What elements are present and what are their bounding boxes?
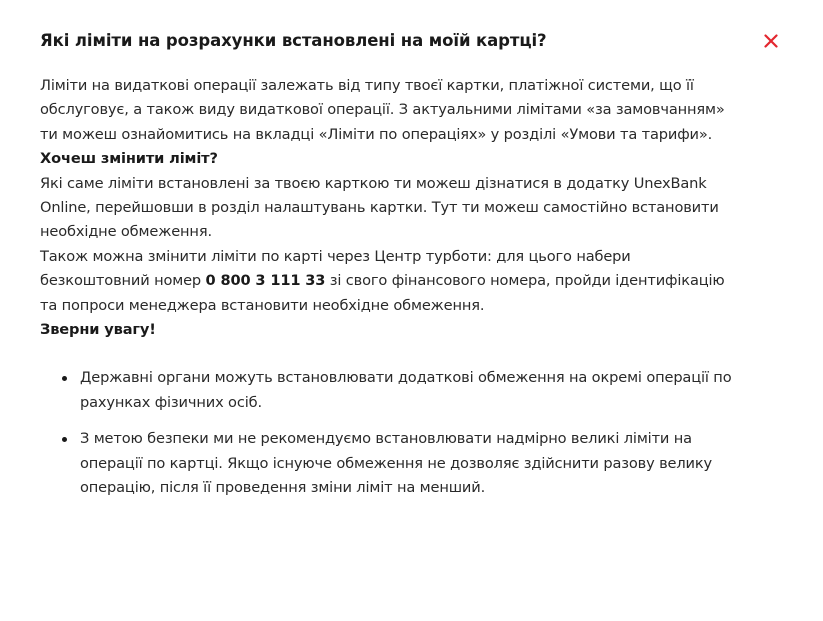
intro-paragraph: Ліміти на видаткові операції залежать від типу твоєї картки, платіжної системи, що її обслуговує, а також виду видаткової операції. З актуальними лімітами «за замовчанням» ти можеш ознайомитись на вкладці «Ліміти по операціях» у розділі «Умови та тарифи». bbox=[40, 77, 725, 143]
close-x-icon bbox=[764, 34, 778, 48]
list-item-text: Державні органи можуть встановлювати додаткові обмеження на окремі операції по рахунках фізичних осіб. bbox=[80, 369, 732, 411]
collapse-button[interactable] bbox=[760, 30, 782, 52]
faq-question-title[interactable]: Які ліміти на розрахунки встановлені на моїй картці? bbox=[40, 31, 547, 50]
care-center-text-end: зі свого фінансового номера, пройди ідентифікацію та попроси менеджера встановити необхідне обмеження. bbox=[40, 272, 725, 314]
change-limit-heading: Хочеш змінити ліміт? bbox=[40, 150, 218, 168]
care-center-text-start: Також можна змінити ліміти по карті через Центр турботи: для цього набери безкоштовний номер bbox=[40, 247, 631, 290]
change-limit-paragraph: Які саме ліміти встановлені за твоєю карткою ти можеш дізнатися в додатку UnexBank Online, перейшовши в розділ налаштувань картки. Тут ти можеш самостійно встановити необхідне обмеження. bbox=[40, 174, 719, 241]
list-item-text: З метою безпеки ми не рекомендуємо встановлювати надмірно великі ліміти на операції по картці. Якщо існуюче обмеження не дозволяє здійснити разову велику операцію, після її проведення зміни ліміт на менший. bbox=[80, 430, 713, 497]
attention-list bbox=[40, 366, 783, 500]
list-item bbox=[62, 427, 740, 500]
bullet-dot-icon bbox=[62, 376, 67, 381]
bullet-dot-icon bbox=[62, 437, 67, 442]
phone-number: 0 800 3 111 33 bbox=[205, 272, 326, 290]
care-center-paragraph bbox=[40, 245, 740, 318]
attention-heading: Зверни увагу! bbox=[40, 321, 156, 339]
list-item bbox=[62, 366, 740, 415]
faq-header[interactable] bbox=[40, 28, 783, 54]
faq-answer bbox=[40, 74, 783, 501]
